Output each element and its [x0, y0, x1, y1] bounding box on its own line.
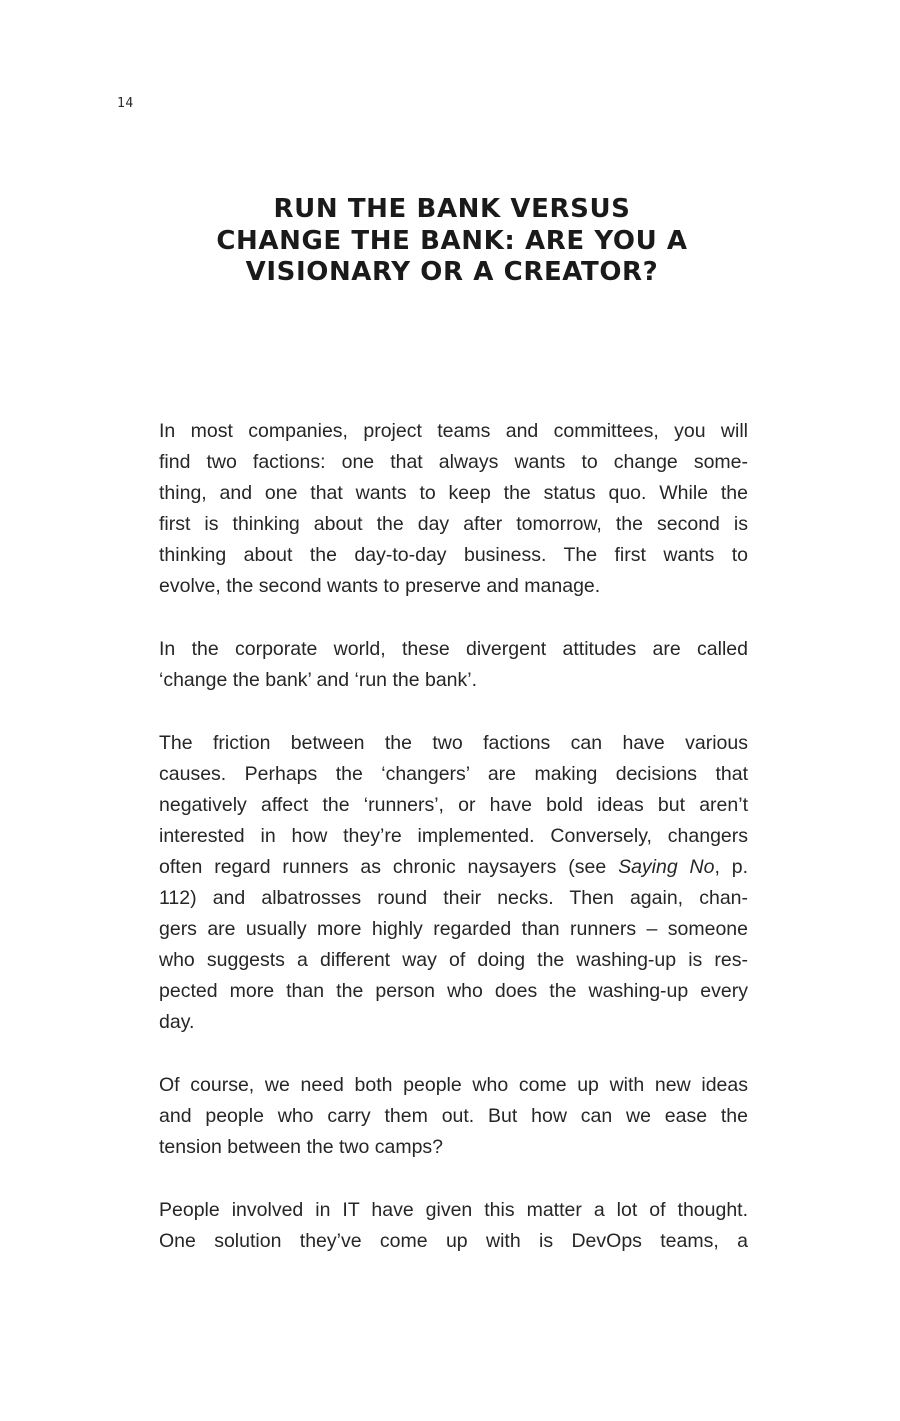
body-text: [159, 416, 748, 1289]
text-line: The friction between the two factions can have various: [159, 732, 748, 754]
title-line: CHANGE THE BANK: ARE YOU A: [216, 225, 688, 256]
text-line: and people who carry them out. But how can we ease the: [159, 1105, 748, 1127]
text-line: day.: [159, 1011, 195, 1033]
text-line: find two factions: one that always wants to change some-: [159, 451, 748, 473]
cross-reference: Saying No: [618, 856, 715, 878]
text-line: thinking about the day-to-day business. The first wants to: [159, 544, 748, 566]
text-line: In most companies, project teams and committees, you will: [159, 420, 748, 442]
page-number: 14: [117, 96, 134, 111]
text-line: who suggests a different way of doing the washing-up is res-: [159, 949, 748, 971]
text-line: negatively affect the ‘runners’, or have bold ideas but aren’t: [159, 794, 748, 816]
text-line: gers are usually more highly regarded than runners – someone: [159, 918, 748, 940]
text-line-with-reference: [159, 852, 748, 883]
text-line: 112) and albatrosses round their necks. Then again, chan-: [159, 887, 748, 909]
text-line: In the corporate world, these divergent attitudes are called: [159, 638, 748, 660]
text-fragment: , p.: [714, 856, 748, 878]
text-line: ‘change the bank’ and ‘run the bank’.: [159, 669, 478, 691]
chapter-title: [150, 194, 754, 289]
paragraph: [159, 728, 748, 1038]
text-line: pected more than the person who does the washing-up every: [159, 980, 748, 1002]
text-line: causes. Perhaps the ‘changers’ are making decisions that: [159, 763, 748, 785]
text-line: first is thinking about the day after tomorrow, the second is: [159, 513, 748, 535]
text-line: interested in how they’re implemented. Conversely, changers: [159, 825, 748, 847]
text-line: thing, and one that wants to keep the status quo. While the: [159, 482, 748, 504]
title-line: VISIONARY OR A CREATOR?: [245, 257, 659, 287]
paragraph: [159, 1195, 748, 1257]
paragraph: [159, 1070, 748, 1163]
paragraph: [159, 634, 748, 696]
text-line: One solution they’ve come up with is DevOps teams, a: [159, 1230, 748, 1252]
paragraph: [159, 416, 748, 602]
text-fragment: often regard runners as chronic naysayers (see: [159, 856, 619, 878]
title-line: RUN THE BANK VERSUS: [273, 194, 631, 224]
text-line: evolve, the second wants to preserve and manage.: [159, 575, 601, 597]
text-line: People involved in IT have given this matter a lot of thought.: [159, 1199, 748, 1221]
text-line: Of course, we need both people who come up with new ideas: [159, 1074, 748, 1096]
text-line: tension between the two camps?: [159, 1136, 444, 1158]
